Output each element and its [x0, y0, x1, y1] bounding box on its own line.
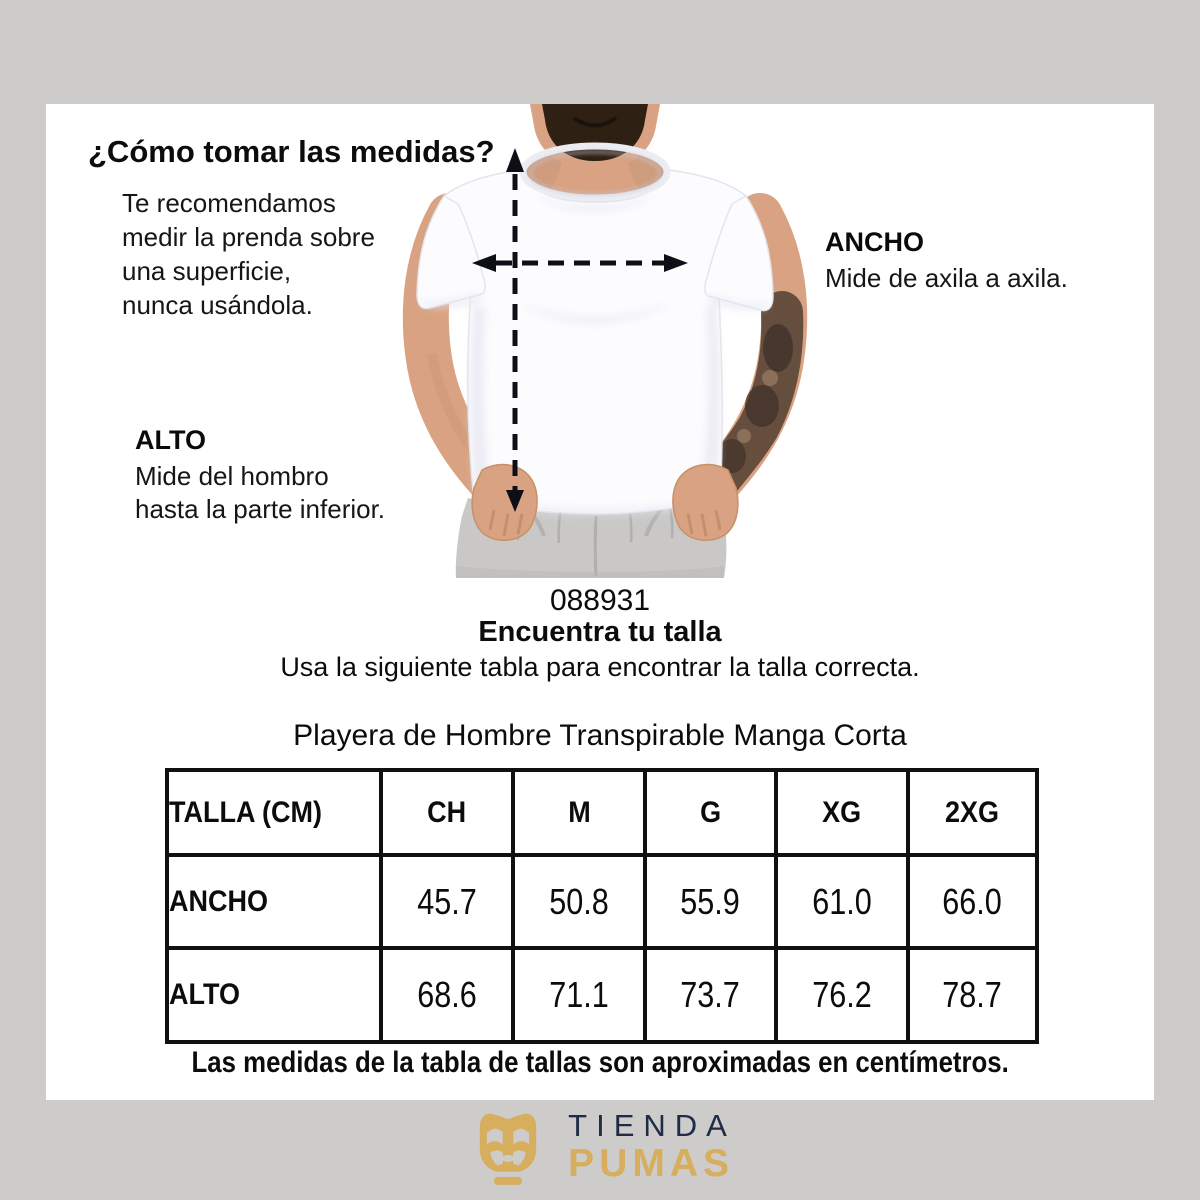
table-cell: 78.7 — [908, 948, 1037, 1042]
table-cell: 66.0 — [908, 855, 1037, 948]
row-label: ANCHO — [167, 855, 381, 948]
header-cell-m: M — [513, 770, 645, 855]
find-size-subheading: Usa la siguiente tabla para encontrar la talla correcta. — [280, 652, 920, 682]
intro-text — [122, 186, 375, 322]
row-label: ALTO — [167, 948, 381, 1042]
brand-name-top: TIENDA — [568, 1108, 736, 1143]
table-row-ancho — [167, 855, 1037, 948]
brand-logo-text — [568, 1103, 736, 1185]
intro-line: una superficie, — [122, 256, 292, 286]
header-cell-g: G — [645, 770, 776, 855]
pumas-logo-icon — [464, 1103, 552, 1196]
size-table — [165, 768, 1039, 1044]
header-cell-talla: TALLA (CM) — [167, 770, 381, 855]
page-title: ¿Cómo tomar las medidas? — [88, 134, 495, 169]
product-name: Playera de Hombre Transpirable Manga Corta — [293, 719, 907, 752]
alto-instruction — [135, 424, 385, 526]
table-cell: 71.1 — [513, 948, 645, 1042]
model-tshirt — [417, 170, 773, 515]
table-cell: 55.9 — [645, 855, 776, 948]
alto-description-line: hasta la parte inferior. — [135, 494, 386, 524]
header-cell-ch: CH — [381, 770, 513, 855]
intro-line: nunca usándola. — [122, 290, 313, 320]
table-cell: 61.0 — [776, 855, 908, 948]
find-size-heading: Encuentra tu talla — [478, 616, 722, 648]
intro-line: medir la prenda sobre — [122, 222, 375, 252]
alto-description-line: Mide del hombro — [135, 461, 329, 491]
table-cell: 45.7 — [381, 855, 513, 948]
table-cell: 68.6 — [381, 948, 513, 1042]
model-head — [523, 104, 667, 202]
table-cell: 76.2 — [776, 948, 908, 1042]
table-note: Las medidas de la tabla de tallas son aproximadas en centímetros. — [191, 1046, 1009, 1079]
product-code: 088931 — [549, 584, 651, 617]
table-cell: 50.8 — [513, 855, 645, 948]
table-row-alto — [167, 948, 1037, 1042]
table-cell: 73.7 — [645, 948, 776, 1042]
header-cell-xg: XG — [776, 770, 908, 855]
brand-logo — [0, 1103, 1200, 1196]
header-cell-2xg: 2XG — [908, 770, 1037, 855]
ancho-label: ANCHO — [825, 227, 924, 257]
size-table-header-row — [167, 770, 1037, 855]
brand-name-bottom: PUMAS — [568, 1142, 734, 1185]
product-model-photo — [370, 104, 840, 590]
alto-label: ALTO — [135, 425, 206, 455]
ancho-description: Mide de axila a axila. — [825, 263, 1068, 293]
intro-line: Te recomendamos — [122, 188, 336, 218]
ancho-instruction — [825, 226, 1068, 295]
